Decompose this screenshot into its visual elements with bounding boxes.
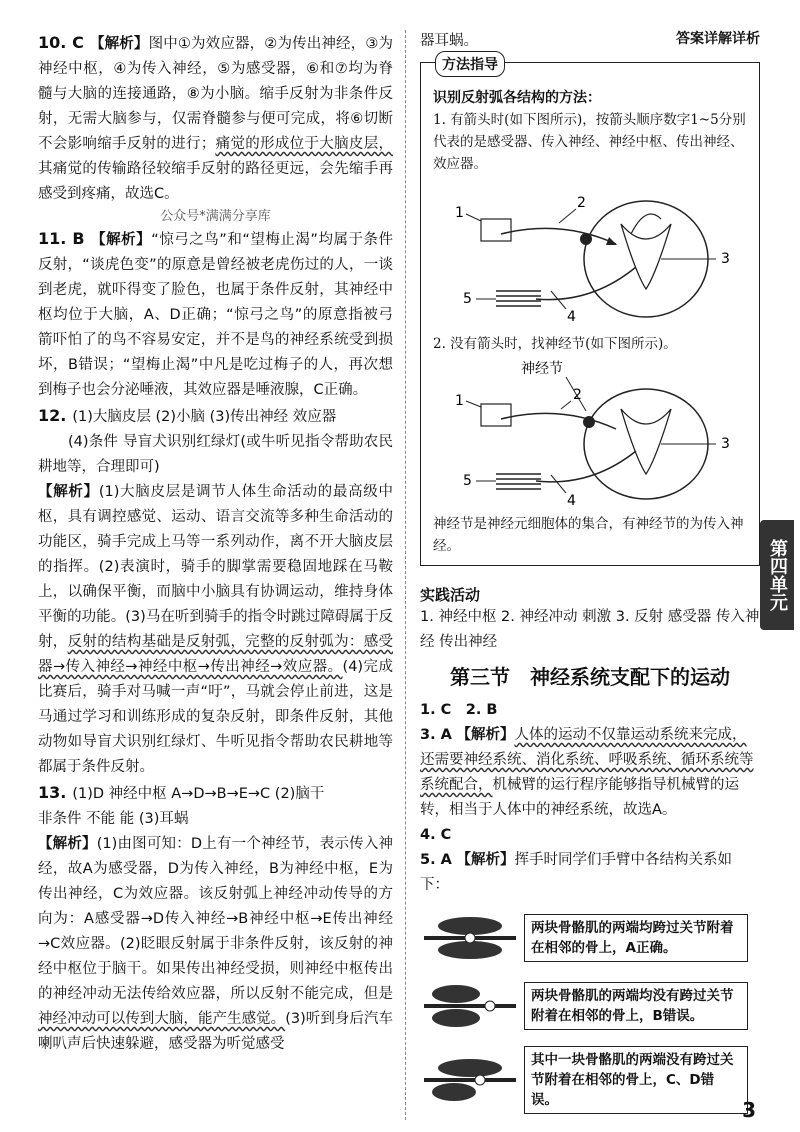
reflex-arc-diagram-arrows bbox=[441, 179, 741, 329]
answer-3: 3. A 【解析】人体的运动不仅靠运动系统来完成，还需要神经系统、消化系统、呼吸系统、循环系统等系统配合，机械臂的运行程序能够指导机械臂的运转，相当于人体中的神经系统，故选A。 bbox=[420, 727, 754, 818]
label-2: 2 bbox=[577, 195, 586, 211]
label-1b: 1 bbox=[455, 393, 464, 409]
section-title: 第三节 神经系统支配下的运动 bbox=[450, 665, 730, 689]
page-number: 3 bbox=[742, 1098, 756, 1122]
page-header: 答案详解详析 bbox=[676, 31, 760, 47]
answer-4: 4. C bbox=[420, 827, 452, 843]
method-point-1: 1. 有箭头时(如下图所示)，按箭头顺序数字1~5分别代表的是感受器、传入神经、神经中枢、传出神经、效应器。 bbox=[433, 112, 746, 172]
answer-11: 11. B 【解析】“惊弓之鸟”和“望梅止渴”均属于条件反射，“谈虎色变”的原意是曾经被老虎伤过的人，一谈到老虎，就吓得变了脸色，也属于条件反射，其神经中枢均位于大脑，A、D正确；“惊弓之鸟”的原意指被弓箭吓怕了的鸟不容易安定，并不是鸟的神经系统受到损坏，B错误；“望梅止渴”中凡是吃过梅子的人，再次想到梅子也会分泌唾液，其效应器是唾液腺，C正确。 bbox=[38, 229, 394, 398]
continued-text: 器耳蜗。 bbox=[420, 33, 478, 49]
practice-title: 实践活动 bbox=[420, 586, 481, 604]
label-3: 3 bbox=[721, 251, 730, 267]
label-3b: 3 bbox=[721, 436, 730, 452]
muscle-option-a bbox=[420, 910, 760, 966]
method-point-2: 2. 没有箭头时，找神经节(如下图所示)。 bbox=[433, 336, 677, 352]
label-1: 1 bbox=[455, 205, 464, 221]
right-column bbox=[420, 30, 760, 1124]
answer-12: 12. (1)大脑皮层 (2)小脑 (3)传出神经 效应器 (4)条件 导盲犬识别红绿灯(或牛听见指令帮助农民耕地等，合理即可) 【解析】(1)大脑皮层是调节人体生命活动的最高级中枢，具有调控感觉、运动、语言交流等多种生命活动的功能区，骑手完成上马等一系列动作，离不开大脑皮层的指挥。(2)表演时，骑手的脚掌需要稳固地踩在马鞍上，以确保平衡，而脑中小脑具有协调运动，维持身体平衡的功能。(3)马在听到骑手的指令时跳过障碍属于反射，反射的结构基础是反射弧，完整的反射弧为：感受器→传入神经→神经中枢→传出神经→效应器。(4)完成比赛后，骑手对马喊一声“吁”，马就会停止前进，这是马通过学习和训练形成的复杂反射，即条件反射，其他动物如导盲犬识别红绿灯、牛听见指令帮助农民耕地等都属于条件反射。 bbox=[38, 406, 393, 775]
muscle-diagram-c bbox=[420, 1052, 520, 1108]
label-4b: 4 bbox=[567, 493, 576, 509]
muscle-diagram-b bbox=[420, 978, 520, 1034]
muscle-option-b bbox=[420, 978, 760, 1034]
answer-10: 10. C 【解析】图中①为效应器，②为传出神经，③为神经中枢，④为传入神经，⑤为感受器，⑥和⑦均为脊髓与大脑的连接通路，⑧为小脑。缩手反射为非条件反射，无需大脑参与，仅需脊髓参与便可完成，将⑥切断不会影响缩手反射的进行；痛觉的形成位于大脑皮层，其痛觉的传输路径较缩手反射的路径更远，会先缩手再感受到疼痛，故选C。 bbox=[38, 33, 394, 202]
column-divider bbox=[405, 30, 406, 1120]
muscle-box-c: 其中一块骨骼肌的两端没有跨过关节附着在相邻的骨上，C、D错误。 bbox=[524, 1046, 748, 1114]
practice-answers: 1. 神经中枢 2. 神经冲动 刺激 3. 反射 感受器 传入神经 传出神经 bbox=[420, 609, 760, 650]
watermark: 公众号*满满分享库 bbox=[160, 209, 271, 224]
ganglion-label: 神经节 bbox=[521, 361, 563, 377]
muscle-box-b: 两块骨骼肌的两端均没有跨过关节附着在相邻的骨上，B错误。 bbox=[524, 982, 748, 1030]
method-heading: 识别反射弧各结构的方法： bbox=[433, 90, 601, 106]
label-4: 4 bbox=[567, 309, 576, 325]
label-2b: 2 bbox=[573, 387, 582, 403]
label-5: 5 bbox=[463, 291, 472, 307]
answers-1-2: 1. C 2. B bbox=[420, 702, 498, 718]
answer-5: 5. A 【解析】挥手时同学们手臂中各结构关系如下： bbox=[420, 852, 732, 893]
muscle-diagram-a bbox=[420, 910, 520, 966]
method-note: 神经节是神经元细胞体的集合，有神经节的为传入神经。 bbox=[433, 516, 744, 554]
left-column bbox=[38, 30, 393, 1057]
unit-side-tab: 第四单元 bbox=[760, 520, 794, 630]
label-5b: 5 bbox=[463, 473, 472, 489]
muscle-box-a: 两块骨骼肌的两端均跨过关节附着在相邻的骨上，A正确。 bbox=[524, 914, 748, 962]
method-guide-box bbox=[420, 57, 760, 566]
reflex-arc-diagram-ganglion bbox=[441, 359, 741, 509]
method-guide-title: 方法指导 bbox=[435, 51, 505, 77]
muscle-option-c bbox=[420, 1046, 760, 1114]
answer-13: 13. (1)D 神经中枢 A→D→B→E→C (2)脑干 非条件 不能 能 (3)耳蜗 【解析】(1)由图可知：D上有一个神经节，表示传入神经，故A为感受器，D为传入神经，B为神经中枢，E为传出神经，C为效应器。该反射弧上神经冲动传导的方向为：A感受器→D传入神经→B神经中枢→E传出神经→C效应器。(2)眨眼反射属于非条件反射，该反射的神经中枢位于脑干。如果传出神经受损，则神经中枢传出的神经冲动无法传给效应器，所以反射不能完成，但是神经冲动可以传到大脑，能产生感觉。(3)听到身后汽车喇叭声后快速躲避，感受器为听觉感受 bbox=[38, 783, 394, 1052]
